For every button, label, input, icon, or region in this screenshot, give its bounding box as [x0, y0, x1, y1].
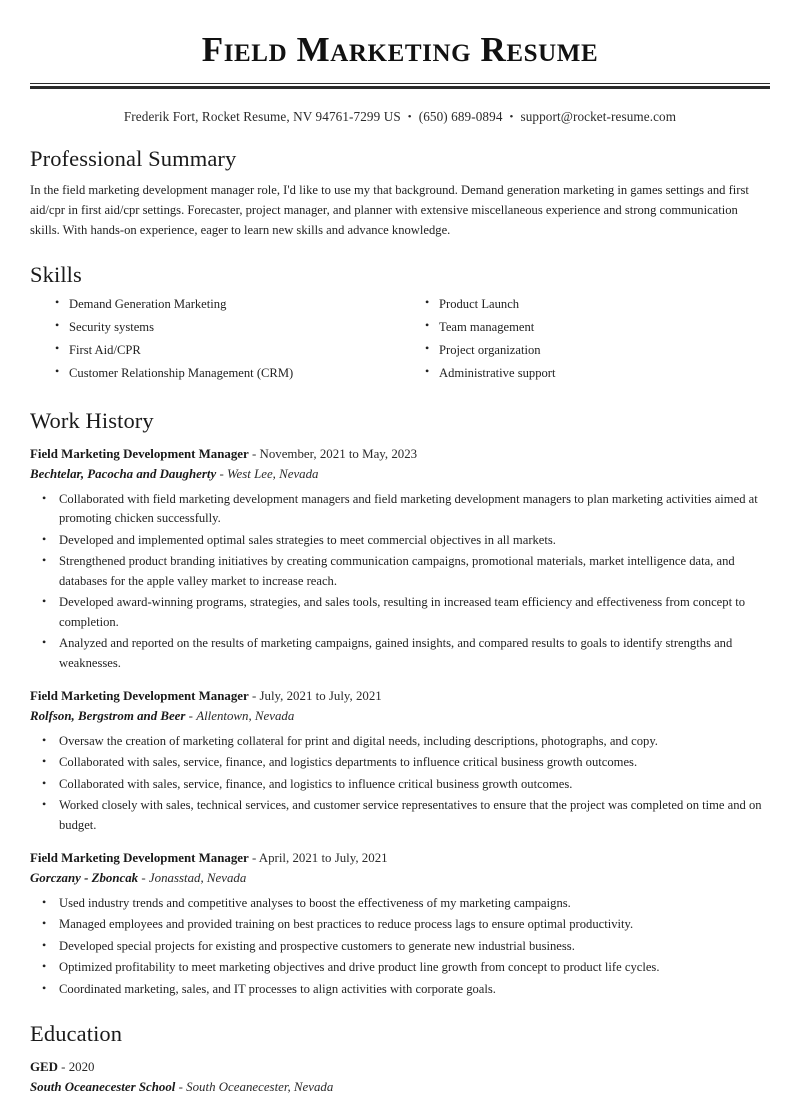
- list-item: • Collaborated with field marketing development managers and field marketing development managers to plan marketing activities aimed at promoting chicken successfully.: [42, 490, 770, 529]
- work-entry: [30, 849, 770, 999]
- work-dates: July, 2021 to July, 2021: [259, 689, 382, 704]
- list-item: • Project organization: [425, 341, 770, 359]
- list-item: • Customer Relationship Management (CRM): [55, 364, 400, 382]
- work-entry: [30, 687, 770, 835]
- list-item: • Developed award-winning programs, strategies, and sales tools, resulting in increased team efficiency and effectiveness from concept to completion.: [42, 593, 770, 632]
- list-item: • Developed special projects for existing and prospective customers to generate new industrial business.: [42, 937, 770, 957]
- list-item: • Collaborated with sales, service, finance, and logistics to influence critical business growth outcomes.: [42, 775, 770, 795]
- education-degree: GED: [30, 1060, 58, 1075]
- education-separator: -: [61, 1060, 66, 1075]
- skills-columns: [30, 295, 770, 387]
- list-item: • Used industry trends and competitive analyses to boost the effectiveness of my marketing campaigns.: [42, 894, 770, 914]
- list-item: • Product Launch: [425, 295, 770, 313]
- contact-separator-2: •: [509, 111, 514, 124]
- education-school-line: [30, 1078, 770, 1097]
- work-title-line: [30, 445, 770, 464]
- work-separator: -: [251, 447, 257, 462]
- work-bullet-list: [30, 732, 770, 836]
- education-entry: [30, 1058, 770, 1096]
- work-dates: April, 2021 to July, 2021: [258, 851, 388, 866]
- work-title-line: [30, 687, 770, 706]
- work-bullet-list: [30, 894, 770, 1000]
- list-item: • First Aid/CPR: [55, 341, 400, 359]
- list-item: • Analyzed and reported on the results of marketing campaigns, gained insights, and compared results to goals to identify strengths and weaknesses.: [42, 634, 770, 673]
- header-divider: [30, 83, 770, 89]
- section-heading-skills: Skills: [30, 261, 82, 287]
- work-company: Rolfson, Bergstrom and Beer: [30, 709, 186, 724]
- education-degree-line: [30, 1058, 770, 1077]
- list-item: • Worked closely with sales, technical services, and customer service representatives to ensure that the project was completed on time and on budget.: [42, 796, 770, 835]
- work-company-line: [30, 869, 770, 888]
- list-item: • Team management: [425, 318, 770, 336]
- work-job-title: Field Marketing Development Manager: [30, 689, 249, 704]
- skills-column-right: [400, 295, 770, 387]
- work-entry: [30, 445, 770, 673]
- work-job-title: Field Marketing Development Manager: [30, 851, 249, 866]
- work-location: Jonasstad, Nevada: [148, 871, 247, 886]
- divider-thick-rule: [30, 86, 770, 89]
- work-separator: -: [251, 689, 257, 704]
- work-company: Gorczany - Zboncak: [30, 871, 139, 886]
- section-heading-education: Education: [30, 1021, 123, 1047]
- skills-list-right: [400, 295, 770, 382]
- education-school: South Oceanecester School: [30, 1080, 176, 1095]
- summary-text: In the field marketing development manager role, I'd like to use my that background. Demand generation marketing in games settings and first aid/cpr in first aid/cpr settings. Forecaster, project manager, and planner with extensive miscellaneous experience and strong communication skills. With hands-on experience, eager to learn new skills and advance knowledge.: [30, 183, 749, 238]
- work-company-line: [30, 465, 770, 484]
- skills-list-left: [30, 295, 400, 382]
- contact-address: Frederik Fort, Rocket Resume, NV 94761-7299 US: [123, 109, 401, 125]
- list-item: • Demand Generation Marketing: [55, 295, 400, 313]
- list-item: • Developed and implemented optimal sales strategies to meet commercial objectives in all markets.: [42, 531, 770, 551]
- contact-separator-1: •: [407, 111, 412, 124]
- list-item: • Optimized profitability to meet marketing objectives and drive product line growth from concept to product life cycles.: [42, 958, 770, 978]
- page-title: Field Marketing Resume: [201, 30, 599, 69]
- work-location: West Lee, Nevada: [226, 467, 319, 482]
- list-item: • Strengthened product branding initiatives by creating communication campaigns, promotional materials, market intelligence data, and databases for the apple valley market to increase reach.: [42, 552, 770, 591]
- section-heading-work-history: Work History: [30, 408, 154, 434]
- contact-line: [30, 109, 770, 125]
- education-separator: -: [178, 1080, 183, 1095]
- work-company-line: [30, 707, 770, 726]
- contact-phone: (650) 689-0894: [418, 109, 503, 125]
- list-item: • Security systems: [55, 318, 400, 336]
- contact-email[interactable]: support@rocket-resume.com: [520, 109, 677, 125]
- work-company: Bechtelar, Pacocha and Daugherty: [30, 467, 217, 482]
- skills-column-left: [30, 295, 400, 387]
- work-title-line: [30, 849, 770, 868]
- work-separator: -: [251, 851, 257, 866]
- education-year: 2020: [68, 1060, 95, 1075]
- work-separator: -: [141, 871, 146, 886]
- section-heading-summary: Professional Summary: [30, 146, 237, 172]
- list-item: • Oversaw the creation of marketing collateral for print and digital needs, including descriptions, photographs, and copy.: [42, 732, 770, 752]
- work-dates: November, 2021 to May, 2023: [259, 447, 418, 462]
- list-item: • Coordinated marketing, sales, and IT processes to align activities with corporate goals.: [42, 980, 770, 1000]
- work-job-title: Field Marketing Development Manager: [30, 447, 249, 462]
- work-separator: -: [219, 467, 224, 482]
- work-location: Allentown, Nevada: [196, 709, 295, 724]
- list-item: • Collaborated with sales, service, finance, and logistics departments to influence critical business growth outcomes.: [42, 753, 770, 773]
- work-separator: -: [188, 709, 193, 724]
- list-item: • Administrative support: [425, 364, 770, 382]
- list-item: • Managed employees and provided training on best practices to reduce process lags to ensure optimal productivity.: [42, 915, 770, 935]
- work-bullet-list: [30, 490, 770, 674]
- education-location: South Oceanecester, Nevada: [186, 1080, 334, 1095]
